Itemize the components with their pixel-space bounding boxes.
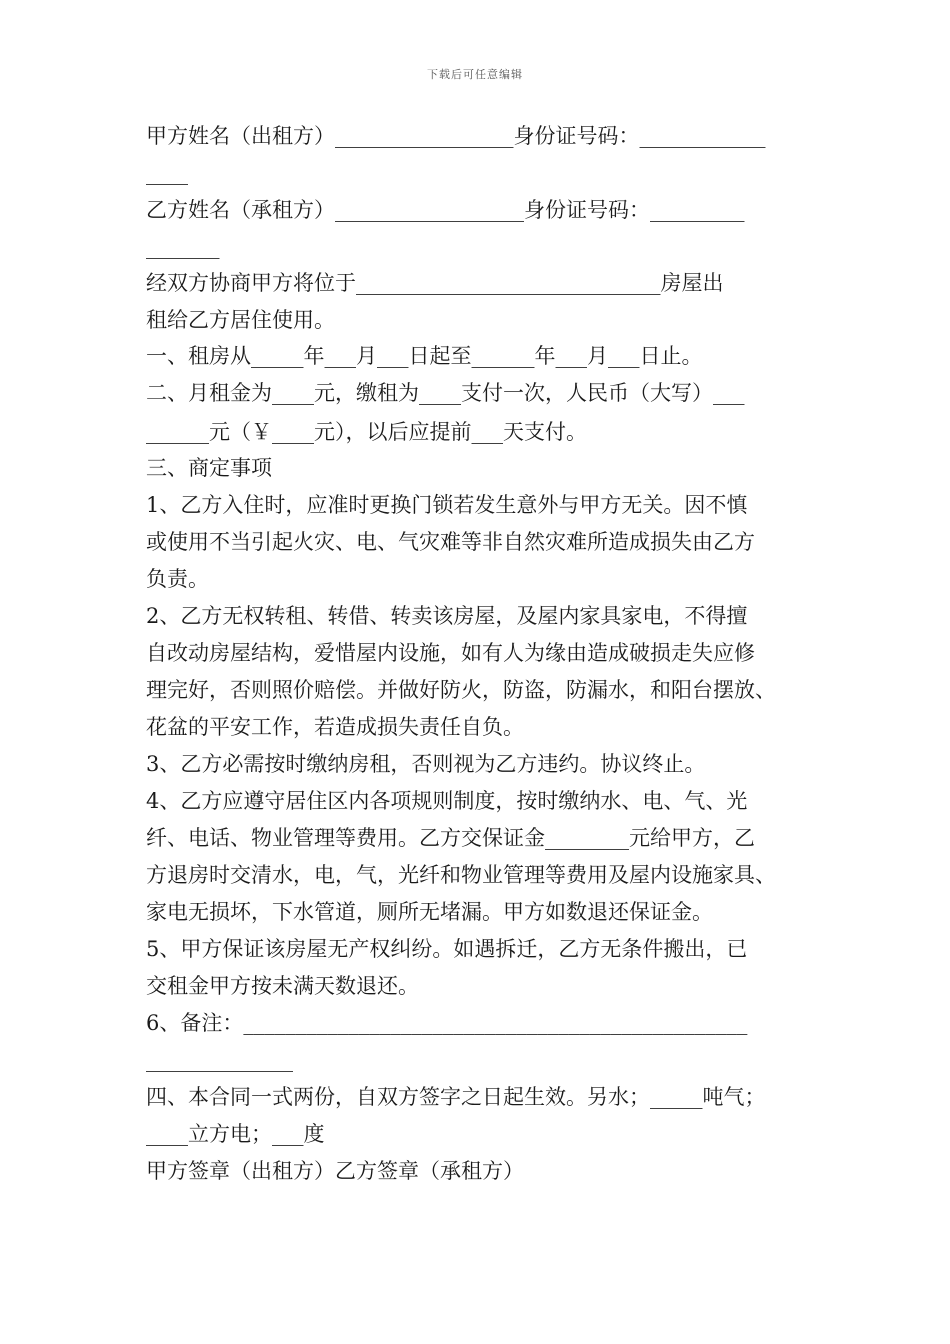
lessee-id-continuation: _______: [146, 235, 220, 259]
property-location-line: 经双方协商甲方将位于_____________________________房屋出: [146, 271, 724, 295]
clause-2-line-1: 2、乙方无权转租、转借、转卖该房屋，及屋内家具家电，不得擅: [146, 604, 748, 628]
clause-2-line-4: 花盆的平安工作，若造成损失责任自负。: [146, 715, 524, 739]
clause-1-line-1: 1、乙方入住时，应准时更换门锁若发生意外与甲方无关。因不慎: [146, 493, 748, 517]
signature-line: 甲方签章（出租方）乙方签章（承租方）: [146, 1159, 524, 1183]
clause-5-line-2: 交租金甲方按未满天数退还。: [146, 974, 419, 998]
header-note: 下载后可任意编辑: [427, 68, 523, 81]
clause-1-line-2: 或使用不当引起火灾、电、气灾难等非自然灾难所造成损失由乙方: [146, 530, 755, 554]
clause-6-remarks-line: 6、备注：________________________________________________: [146, 1011, 748, 1035]
clause-1-line-3: 负责。: [146, 567, 209, 591]
section-4-line-2: ____立方电；___度: [146, 1122, 325, 1146]
lessor-name-line: 甲方姓名（出租方）_________________身份证号码：____________: [146, 124, 766, 148]
clause-4-line-3: 方退房时交清水，电，气，光纤和物业管理等费用及屋内设施家具、: [146, 863, 776, 887]
clause-2-line-3: 理完好，否则照价赔偿。并做好防火，防盗，防漏水，和阳台摆放、: [146, 678, 776, 702]
clause-2-line-2: 自改动房屋结构，爱惜屋内设施，如有人为缘由造成破损走失应修: [146, 641, 755, 665]
lessee-name-line: 乙方姓名（承租方）__________________身份证号码：_________: [146, 198, 745, 222]
section-4-line-1: 四、本合同一式两份，自双方签字之日起生效。另水；_____吨气；: [146, 1085, 766, 1109]
clause-4-line-1: 4、乙方应遵守居住区内各项规则制度，按时缴纳水、电、气、光: [146, 789, 748, 813]
rent-amount-continuation: ______元（￥____元），以后应提前___天支付。: [146, 420, 587, 444]
clause-6-remarks-continuation: ______________: [146, 1048, 293, 1072]
clause-5-line-1: 5、甲方保证该房屋无产权纠纷。如遇拆迁，乙方无条件搬出，已: [146, 937, 748, 961]
clause-4-line-4: 家电无损坏，下水管道，厕所无堵漏。甲方如数退还保证金。: [146, 900, 713, 924]
clause-4-line-2: 纤、电话、物业管理等费用。乙方交保证金________元给甲方，乙: [146, 826, 755, 850]
agreed-items-heading: 三、商定事项: [146, 456, 272, 480]
rental-period-line: 一、租房从_____年___月___日起至______年___月___日止。: [146, 344, 703, 368]
clause-3-line: 3、乙方必需按时缴纳房租，否则视为乙方违约。协议终止。: [146, 752, 706, 776]
lessor-id-continuation: ____: [146, 161, 188, 185]
rent-amount-line: 二、月租金为____元，缴租为____支付一次，人民币（大写）___: [146, 381, 745, 405]
property-usage-line: 租给乙方居住使用。: [146, 308, 335, 332]
